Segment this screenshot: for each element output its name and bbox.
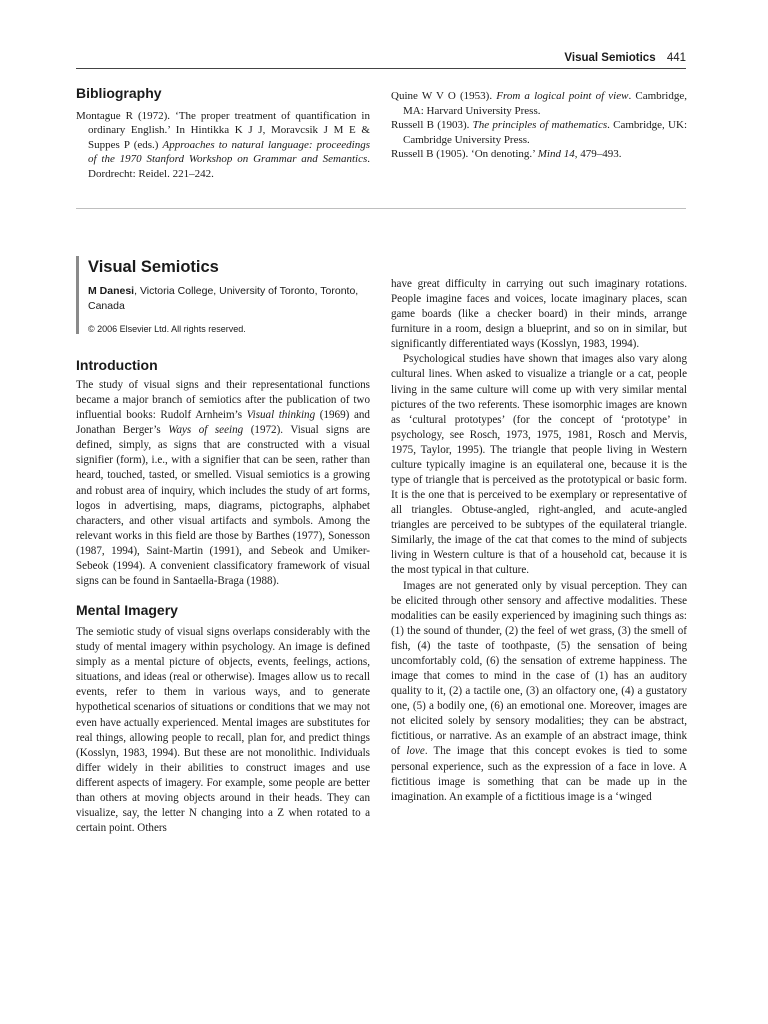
paragraph-mental-imagery: The semiotic study of visual signs overlaps considerably with the study of mental imagery within psychology. An image is defined simply as a mental picture of objects, events, feelings, actions, situations, and ideas (real or otherwise). Images allow us to recall events, refer to them in various ways, and to generate hypothetical scenarios of situations or conditions that we may not even have actually experienced. Mental images are substitutes for real things, allowing people to recall, plan for, and predict things (Kosslyn, 1983, 1994). But these are not monolithic. Individuals differ widely in their abilities to construct images and use different aspects of imagery. For example, some people are better than others at moving objects around in their heads. They can visualize, say, the letter N changing into a Z when rotated to a certain point. Others <box>76 626 370 835</box>
ref-text: . Dordrecht: Reidel. 221–242. <box>88 153 370 180</box>
book-title: Ways of seeing <box>168 424 244 437</box>
reference-russell-1905 <box>391 147 687 162</box>
section-heading-mental-imagery: Mental Imagery <box>76 602 178 619</box>
paragraph-sensory-modalities <box>391 579 687 805</box>
ref-title: Approaches to natural language: proceedings of the 1970 Stanford Workshop on Grammar and Semantics <box>88 138 371 166</box>
reference-russell-1903 <box>391 118 687 147</box>
running-header-content <box>564 52 686 64</box>
ref-text: . Cambridge, MA: Harvard University Press. <box>403 90 687 117</box>
ref-text: Montague R (1972). ‘The proper treatment of quantification in ordinary English.’ In Hintikka K J J, Moravcsik J M E & Suppes P (eds.) <box>76 109 370 151</box>
ref-text: . Cambridge, UK: Cambridge University Press. <box>403 119 687 146</box>
para-text: (1969) and Jonathan Berger’s <box>76 409 370 437</box>
reference-quine <box>391 89 687 118</box>
author-line <box>88 284 382 314</box>
book-title: Visual thinking <box>246 409 316 422</box>
section-heading-introduction: Introduction <box>76 357 158 373</box>
emphasis-word: love <box>406 745 425 758</box>
author-affiliation: , Victoria College, University of Toronto, Toronto, Canada <box>88 285 359 312</box>
bibliography-right-column <box>391 89 687 162</box>
article-title: Visual Semiotics <box>88 258 219 276</box>
ref-text: , 479–493. <box>574 148 622 161</box>
para-text: The study of visual signs and their representational functions became a major branch of semiotics after the publication of two influential books: Rudolf Arnheim’s <box>76 379 370 422</box>
running-title: Visual Semiotics <box>564 52 656 64</box>
body-left-column <box>76 356 370 836</box>
paragraph-cultural-prototypes: Psychological studies have shown that images also vary along cultural lines. When asked to visualize a triangle or a cat, people living in the same culture will come up with very similar mental pictures of the two referents. These isomorphic images are known as ‘cultural prototypes’ (for the concept of ‘prototype’ in psychology, see Rosch, 1973, 1975, 1981, Rosch and Mervis, 1975, Taylor, 1995). The triangle that people living in Western culture typically imagine is an equilateral one, because it is the type of triangle that is perceived as the prototypical or basic form. It is the one that is perceived to be exemplary or representative of all triangles. Obtuse-angled, right-angled, and acute-angled triangles are perceived to be subtypes of the equilateral triangle. Similarly, the image of the cat that comes to the mind of subjects living in Western culture is that of a household cat, because it is the most typical in that culture. <box>391 353 687 577</box>
article-header <box>76 256 382 334</box>
ref-text: Quine W V O (1953). <box>391 90 497 102</box>
running-header <box>76 50 686 69</box>
author-name: M Danesi <box>88 285 135 297</box>
ref-title: The principles of mathematics <box>472 119 608 132</box>
reference-montague <box>76 109 370 182</box>
ref-title: From a logical point of view <box>496 90 629 102</box>
ref-text: Russell B (1905). ‘On denoting.’ <box>391 148 538 161</box>
ref-text: Russell B (1903). <box>391 119 473 132</box>
para-text: Images are not generated only by visual perception. They can be elicited through other sensory and affective modalities. These modalities can be easily experienced by imagining such things as: (1) the sound of thunder, (2) the feel of wet grass, (3) the smell of fish, (4) the taste of toothpaste, (5) the sensation of being uncomfortably cold, (6) the sensation of extreme happiness. The image that comes to mind in the case of (1) has an auditory quality to it, (2) a tactile one, (3) an olfactory one, (4) a gustatory one, (5) a bodily one, (6) an emotional one. Moreover, images are not elicited solely by sensory modalities; they can be abstract, fictitious, or narrative. As an example of an abstract image, think of <box>391 579 687 758</box>
copyright-notice: © 2006 Elsevier Ltd. All rights reserved. <box>88 324 246 334</box>
paragraph-continued: have great difficulty in carrying out such imaginary rotations. People imagine faces and voices, locate imaginary places, scan game boards (like a checker board) in their minds, arrange furniture in a room, design a blueprint, and so on in similar, but significantly differentiated ways (Kosslyn, 1983, 1994). <box>391 278 687 351</box>
page-number: 441 <box>666 52 686 64</box>
bibliography-left-column <box>76 86 370 182</box>
bibliography-heading: Bibliography <box>76 85 162 101</box>
para-text: . The image that this concept evokes is tied to some personal experience, such as the expression of a face in love. A fictitious image is something that can be made up in the imagination. An example of a fictitious image is a ‘winged <box>391 745 687 803</box>
body-right-column <box>391 277 687 805</box>
paragraph-introduction <box>76 378 370 589</box>
section-divider <box>76 208 686 209</box>
para-text: (1972). Visual signs are defined, simply, as signs that are constructed with a visual signifier (form), i.e., with a signifier that can be seen, rather than heard, touched, tasted, or smelled. Visual semiotics is a growing and robust area of inquiry, which includes the study of art forms, logos in advertising, maps, diagrams, pictographs, alphabet characters, and other visual artifacts and symbols. Among the relevant works in this field are those by Barthes (1977), Sonesson (1987, 1994), Saint-Martin (1991), and Sebeok and Umiker-Sebeok (1994). A convenient classificatory framework of visual signs can be found in Santaella-Braga (1988). <box>76 424 371 588</box>
ref-title: Mind 14 <box>537 148 575 161</box>
